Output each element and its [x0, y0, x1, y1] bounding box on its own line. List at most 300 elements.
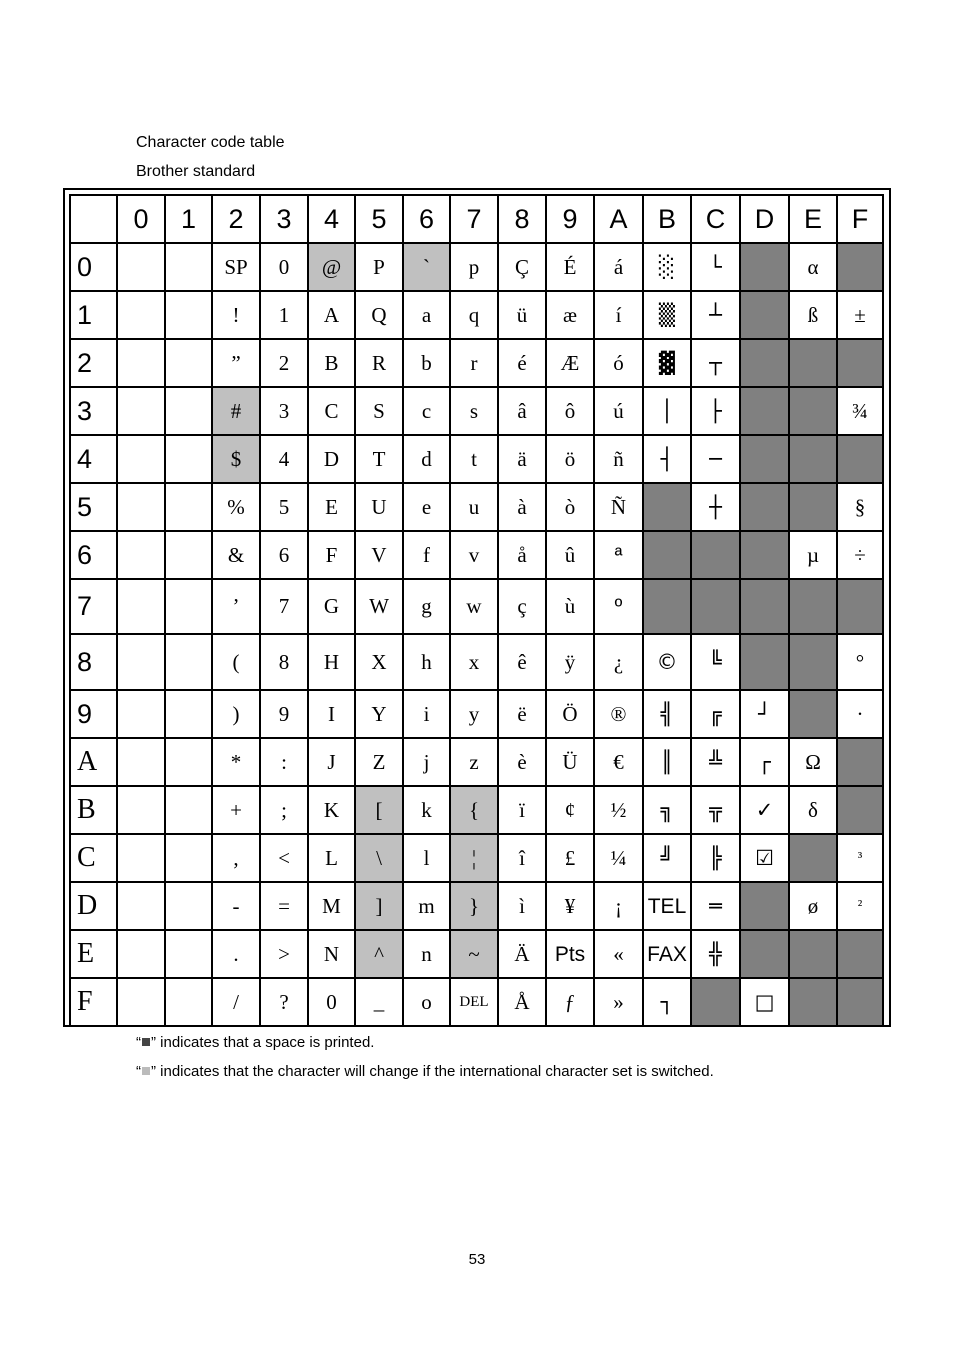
code-cell-61	[165, 531, 212, 579]
code-cell-24: B	[308, 339, 355, 387]
code-cell-37: s	[450, 387, 498, 435]
code-cell-dd	[740, 882, 789, 930]
table-row	[70, 387, 883, 435]
code-cell-99: Ö	[546, 690, 594, 738]
column-header-1: 1	[165, 195, 212, 243]
code-cell-d2: -	[212, 882, 260, 930]
code-cell-b7: {	[450, 786, 498, 834]
code-cell-8f: °	[837, 634, 883, 690]
code-cell-e8: Ä	[498, 930, 546, 978]
code-cell-95: Y	[355, 690, 403, 738]
code-cell-04: @	[308, 243, 355, 291]
table-subtitle: Brother standard	[136, 163, 256, 180]
code-cell-7d	[740, 579, 789, 634]
code-cell-f6: o	[403, 978, 450, 1026]
code-cell-c4: L	[308, 834, 355, 882]
code-cell-3a: ú	[594, 387, 643, 435]
code-cell-0a: á	[594, 243, 643, 291]
code-cell-8b: ©	[643, 634, 691, 690]
code-cell-70	[117, 579, 165, 634]
code-cell-a3: :	[260, 738, 308, 786]
code-cell-62: &	[212, 531, 260, 579]
code-cell-cc: ╠	[691, 834, 740, 882]
code-cell-88: ê	[498, 634, 546, 690]
code-cell-ef	[837, 930, 883, 978]
code-cell-3b: │	[643, 387, 691, 435]
code-cell-c2: ,	[212, 834, 260, 882]
code-cell-f9: ƒ	[546, 978, 594, 1026]
code-cell-68: å	[498, 531, 546, 579]
code-cell-e6: n	[403, 930, 450, 978]
column-header-4: 4	[308, 195, 355, 243]
legend-space-note	[136, 1034, 374, 1051]
code-cell-3d	[740, 387, 789, 435]
code-cell-a5: Z	[355, 738, 403, 786]
code-cell-da: ¡	[594, 882, 643, 930]
code-cell-ec: ╬	[691, 930, 740, 978]
code-cell-fa: »	[594, 978, 643, 1026]
code-cell-d8: ì	[498, 882, 546, 930]
code-cell-6e: µ	[789, 531, 837, 579]
code-cell-0e: α	[789, 243, 837, 291]
code-cell-bd: ✓	[740, 786, 789, 834]
row-header-6: 6	[70, 531, 117, 579]
code-cell-81	[165, 634, 212, 690]
code-cell-b9: ¢	[546, 786, 594, 834]
code-cell-b8: ï	[498, 786, 546, 834]
code-cell-de: ø	[789, 882, 837, 930]
code-cell-97: y	[450, 690, 498, 738]
code-cell-5e	[789, 483, 837, 531]
row-header-f: F	[70, 978, 117, 1026]
code-cell-4a: ñ	[594, 435, 643, 483]
code-cell-48: ä	[498, 435, 546, 483]
code-cell-2f	[837, 339, 883, 387]
code-cell-66: f	[403, 531, 450, 579]
code-cell-ce	[789, 834, 837, 882]
table-row	[70, 834, 883, 882]
code-cell-50	[117, 483, 165, 531]
code-cell-d1	[165, 882, 212, 930]
code-cell-2d	[740, 339, 789, 387]
code-cell-fb: ┐	[643, 978, 691, 1026]
code-cell-89: ÿ	[546, 634, 594, 690]
code-cell-a6: j	[403, 738, 450, 786]
code-cell-f5: _	[355, 978, 403, 1026]
code-cell-12: !	[212, 291, 260, 339]
code-cell-eb: FAX	[643, 930, 691, 978]
code-cell-d4: M	[308, 882, 355, 930]
code-cell-fd: □	[740, 978, 789, 1026]
row-header-9: 9	[70, 690, 117, 738]
code-cell-3e	[789, 387, 837, 435]
code-cell-31	[165, 387, 212, 435]
code-cell-72: ’	[212, 579, 260, 634]
column-header-f: F	[837, 195, 883, 243]
code-cell-30	[117, 387, 165, 435]
code-cell-41	[165, 435, 212, 483]
code-cell-3c: ├	[691, 387, 740, 435]
code-cell-19: æ	[546, 291, 594, 339]
code-cell-36: c	[403, 387, 450, 435]
code-cell-78: ç	[498, 579, 546, 634]
code-cell-e5: ^	[355, 930, 403, 978]
code-cell-f4: 0	[308, 978, 355, 1026]
code-cell-e9: Pts	[546, 930, 594, 978]
code-cell-40	[117, 435, 165, 483]
table-row	[70, 483, 883, 531]
code-cell-5f: §	[837, 483, 883, 531]
code-cell-af	[837, 738, 883, 786]
page-number: 53	[468, 1251, 486, 1268]
code-cell-57: u	[450, 483, 498, 531]
code-cell-25: R	[355, 339, 403, 387]
code-cell-90	[117, 690, 165, 738]
row-header-e: E	[70, 930, 117, 978]
code-cell-91	[165, 690, 212, 738]
code-cell-98: ë	[498, 690, 546, 738]
code-cell-d0	[117, 882, 165, 930]
code-cell-44: D	[308, 435, 355, 483]
code-cell-4d	[740, 435, 789, 483]
code-cell-0c: └	[691, 243, 740, 291]
code-cell-cb: ╝	[643, 834, 691, 882]
code-cell-bb: ╗	[643, 786, 691, 834]
dark-square-icon	[142, 1038, 150, 1046]
code-cell-39: ô	[546, 387, 594, 435]
code-cell-b3: ;	[260, 786, 308, 834]
code-cell-1b: ▒	[643, 291, 691, 339]
table-row	[70, 531, 883, 579]
code-cell-63: 6	[260, 531, 308, 579]
code-cell-2b: ▓	[643, 339, 691, 387]
code-cell-7c	[691, 579, 740, 634]
code-cell-33: 3	[260, 387, 308, 435]
code-cell-02: SP	[212, 243, 260, 291]
code-cell-fe	[789, 978, 837, 1026]
code-cell-43: 4	[260, 435, 308, 483]
code-cell-10	[117, 291, 165, 339]
legend-space-text: ” indicates that a space is printed.	[151, 1034, 375, 1051]
code-cell-0b: ░	[643, 243, 691, 291]
column-header-2: 2	[212, 195, 260, 243]
column-header-row	[70, 195, 883, 243]
code-cell-bc: ╦	[691, 786, 740, 834]
code-cell-87: x	[450, 634, 498, 690]
code-cell-45: T	[355, 435, 403, 483]
code-cell-8a: ¿	[594, 634, 643, 690]
code-cell-80	[117, 634, 165, 690]
code-cell-83: 8	[260, 634, 308, 690]
code-cell-71	[165, 579, 212, 634]
code-cell-27: r	[450, 339, 498, 387]
code-cell-f7: DEL	[450, 978, 498, 1026]
code-cell-3f: ¾	[837, 387, 883, 435]
code-cell-d7: }	[450, 882, 498, 930]
code-cell-1e: ß	[789, 291, 837, 339]
table-row	[70, 882, 883, 930]
code-cell-8d	[740, 634, 789, 690]
code-cell-03: 0	[260, 243, 308, 291]
code-cell-34: C	[308, 387, 355, 435]
code-cell-9a: ®	[594, 690, 643, 738]
code-cell-c0	[117, 834, 165, 882]
code-cell-18: ü	[498, 291, 546, 339]
table-row	[70, 291, 883, 339]
code-cell-26: b	[403, 339, 450, 387]
code-cell-9f: ·	[837, 690, 883, 738]
column-header-8: 8	[498, 195, 546, 243]
code-cell-c5: \	[355, 834, 403, 882]
code-cell-e7: ~	[450, 930, 498, 978]
table-row	[70, 339, 883, 387]
code-cell-77: w	[450, 579, 498, 634]
code-cell-ea: «	[594, 930, 643, 978]
code-cell-6c	[691, 531, 740, 579]
code-table-frame	[63, 188, 891, 1027]
code-cell-42: $	[212, 435, 260, 483]
code-cell-65: V	[355, 531, 403, 579]
code-cell-60	[117, 531, 165, 579]
code-cell-1f: ±	[837, 291, 883, 339]
code-cell-9e	[789, 690, 837, 738]
code-cell-49: ö	[546, 435, 594, 483]
code-cell-f8: Å	[498, 978, 546, 1026]
code-cell-d3: =	[260, 882, 308, 930]
code-cell-9c: ╔	[691, 690, 740, 738]
character-code-table	[69, 194, 884, 1027]
code-cell-05: P	[355, 243, 403, 291]
code-cell-32: #	[212, 387, 260, 435]
code-cell-e1	[165, 930, 212, 978]
code-cell-ab: ║	[643, 738, 691, 786]
code-cell-d9: ¥	[546, 882, 594, 930]
code-cell-b4: K	[308, 786, 355, 834]
code-cell-7f	[837, 579, 883, 634]
code-cell-f3: ?	[260, 978, 308, 1026]
table-row	[70, 579, 883, 634]
table-row	[70, 786, 883, 834]
code-cell-c7: ¦	[450, 834, 498, 882]
code-cell-db: TEL	[643, 882, 691, 930]
code-cell-c8: î	[498, 834, 546, 882]
code-cell-54: E	[308, 483, 355, 531]
code-cell-38: â	[498, 387, 546, 435]
code-cell-b1	[165, 786, 212, 834]
code-cell-7e	[789, 579, 837, 634]
code-cell-f2: /	[212, 978, 260, 1026]
code-cell-74: G	[308, 579, 355, 634]
code-cell-4b: ┤	[643, 435, 691, 483]
row-header-1: 1	[70, 291, 117, 339]
code-cell-6a: ª	[594, 531, 643, 579]
code-cell-c9: £	[546, 834, 594, 882]
code-cell-4e	[789, 435, 837, 483]
code-cell-1c: ┴	[691, 291, 740, 339]
row-header-c: C	[70, 834, 117, 882]
code-cell-f0	[117, 978, 165, 1026]
table-row	[70, 243, 883, 291]
code-cell-a8: è	[498, 738, 546, 786]
code-cell-4c: ─	[691, 435, 740, 483]
code-cell-35: S	[355, 387, 403, 435]
code-cell-82: (	[212, 634, 260, 690]
code-cell-4f	[837, 435, 883, 483]
table-row	[70, 978, 883, 1026]
code-cell-64: F	[308, 531, 355, 579]
table-row	[70, 738, 883, 786]
code-cell-5b	[643, 483, 691, 531]
code-cell-09: É	[546, 243, 594, 291]
code-cell-11	[165, 291, 212, 339]
code-cell-47: t	[450, 435, 498, 483]
code-cell-6f: ÷	[837, 531, 883, 579]
code-cell-2e	[789, 339, 837, 387]
code-cell-ff	[837, 978, 883, 1026]
code-cell-a0	[117, 738, 165, 786]
code-cell-1a: í	[594, 291, 643, 339]
code-cell-cf: ³	[837, 834, 883, 882]
code-cell-a7: z	[450, 738, 498, 786]
code-cell-df: ²	[837, 882, 883, 930]
code-cell-22: ”	[212, 339, 260, 387]
code-cell-13: 1	[260, 291, 308, 339]
code-cell-e3: >	[260, 930, 308, 978]
code-cell-86: h	[403, 634, 450, 690]
row-header-3: 3	[70, 387, 117, 435]
code-cell-8e	[789, 634, 837, 690]
code-cell-9d: ┘	[740, 690, 789, 738]
row-header-0: 0	[70, 243, 117, 291]
code-cell-96: i	[403, 690, 450, 738]
column-header-9: 9	[546, 195, 594, 243]
column-header-5: 5	[355, 195, 403, 243]
row-header-2: 2	[70, 339, 117, 387]
column-header-7: 7	[450, 195, 498, 243]
code-cell-55: U	[355, 483, 403, 531]
code-cell-a4: J	[308, 738, 355, 786]
table-row	[70, 930, 883, 978]
code-cell-6d	[740, 531, 789, 579]
legend-change-open-quote: “	[136, 1063, 141, 1080]
table-title: Character code table	[136, 134, 285, 151]
code-cell-08: Ç	[498, 243, 546, 291]
code-cell-e4: N	[308, 930, 355, 978]
code-cell-20	[117, 339, 165, 387]
code-cell-b2: +	[212, 786, 260, 834]
code-cell-cd: ☑	[740, 834, 789, 882]
code-cell-21	[165, 339, 212, 387]
code-cell-dc: ═	[691, 882, 740, 930]
code-cell-0f	[837, 243, 883, 291]
code-cell-c3: <	[260, 834, 308, 882]
code-cell-2a: ó	[594, 339, 643, 387]
row-header-a: A	[70, 738, 117, 786]
code-cell-5d	[740, 483, 789, 531]
table-row	[70, 690, 883, 738]
code-cell-b6: k	[403, 786, 450, 834]
code-cell-58: à	[498, 483, 546, 531]
code-cell-93: 9	[260, 690, 308, 738]
code-cell-79: ù	[546, 579, 594, 634]
code-cell-00	[117, 243, 165, 291]
row-header-d: D	[70, 882, 117, 930]
code-cell-84: H	[308, 634, 355, 690]
legend-change-text: ” indicates that the character will change if the international character set is switched.	[151, 1063, 714, 1080]
code-cell-16: a	[403, 291, 450, 339]
code-cell-ad: ┌	[740, 738, 789, 786]
code-cell-59: ò	[546, 483, 594, 531]
column-header-c: C	[691, 195, 740, 243]
code-cell-52: %	[212, 483, 260, 531]
legend-space-open-quote: “	[136, 1034, 141, 1051]
column-header-6: 6	[403, 195, 450, 243]
code-cell-a1	[165, 738, 212, 786]
code-cell-9b: ╣	[643, 690, 691, 738]
code-cell-67: v	[450, 531, 498, 579]
code-cell-46: d	[403, 435, 450, 483]
code-cell-aa: €	[594, 738, 643, 786]
code-cell-29: Æ	[546, 339, 594, 387]
code-cell-14: A	[308, 291, 355, 339]
column-header-b: B	[643, 195, 691, 243]
code-cell-85: X	[355, 634, 403, 690]
column-header-3: 3	[260, 195, 308, 243]
code-cell-17: q	[450, 291, 498, 339]
code-cell-28: é	[498, 339, 546, 387]
code-cell-c6: l	[403, 834, 450, 882]
code-cell-ba: ½	[594, 786, 643, 834]
table-row	[70, 634, 883, 690]
column-header-a: A	[594, 195, 643, 243]
code-cell-7b	[643, 579, 691, 634]
code-cell-75: W	[355, 579, 403, 634]
code-cell-53: 5	[260, 483, 308, 531]
code-cell-be: δ	[789, 786, 837, 834]
code-cell-56: e	[403, 483, 450, 531]
code-cell-15: Q	[355, 291, 403, 339]
code-cell-73: 7	[260, 579, 308, 634]
row-header-7: 7	[70, 579, 117, 634]
code-cell-c1	[165, 834, 212, 882]
code-cell-1d	[740, 291, 789, 339]
code-cell-0d	[740, 243, 789, 291]
code-cell-ed	[740, 930, 789, 978]
code-cell-d6: m	[403, 882, 450, 930]
column-header-0: 0	[117, 195, 165, 243]
code-cell-69: û	[546, 531, 594, 579]
column-header-d: D	[740, 195, 789, 243]
code-cell-5a: Ñ	[594, 483, 643, 531]
row-header-5: 5	[70, 483, 117, 531]
row-header-4: 4	[70, 435, 117, 483]
table-row	[70, 435, 883, 483]
code-cell-07: p	[450, 243, 498, 291]
code-cell-51	[165, 483, 212, 531]
code-cell-ee	[789, 930, 837, 978]
code-cell-7a: º	[594, 579, 643, 634]
code-cell-f1	[165, 978, 212, 1026]
code-cell-e0	[117, 930, 165, 978]
code-cell-ca: ¼	[594, 834, 643, 882]
code-cell-06: `	[403, 243, 450, 291]
code-cell-6b	[643, 531, 691, 579]
code-cell-ac: ╩	[691, 738, 740, 786]
code-cell-d5: ]	[355, 882, 403, 930]
code-cell-23: 2	[260, 339, 308, 387]
code-cell-b5: [	[355, 786, 403, 834]
code-cell-e2: .	[212, 930, 260, 978]
